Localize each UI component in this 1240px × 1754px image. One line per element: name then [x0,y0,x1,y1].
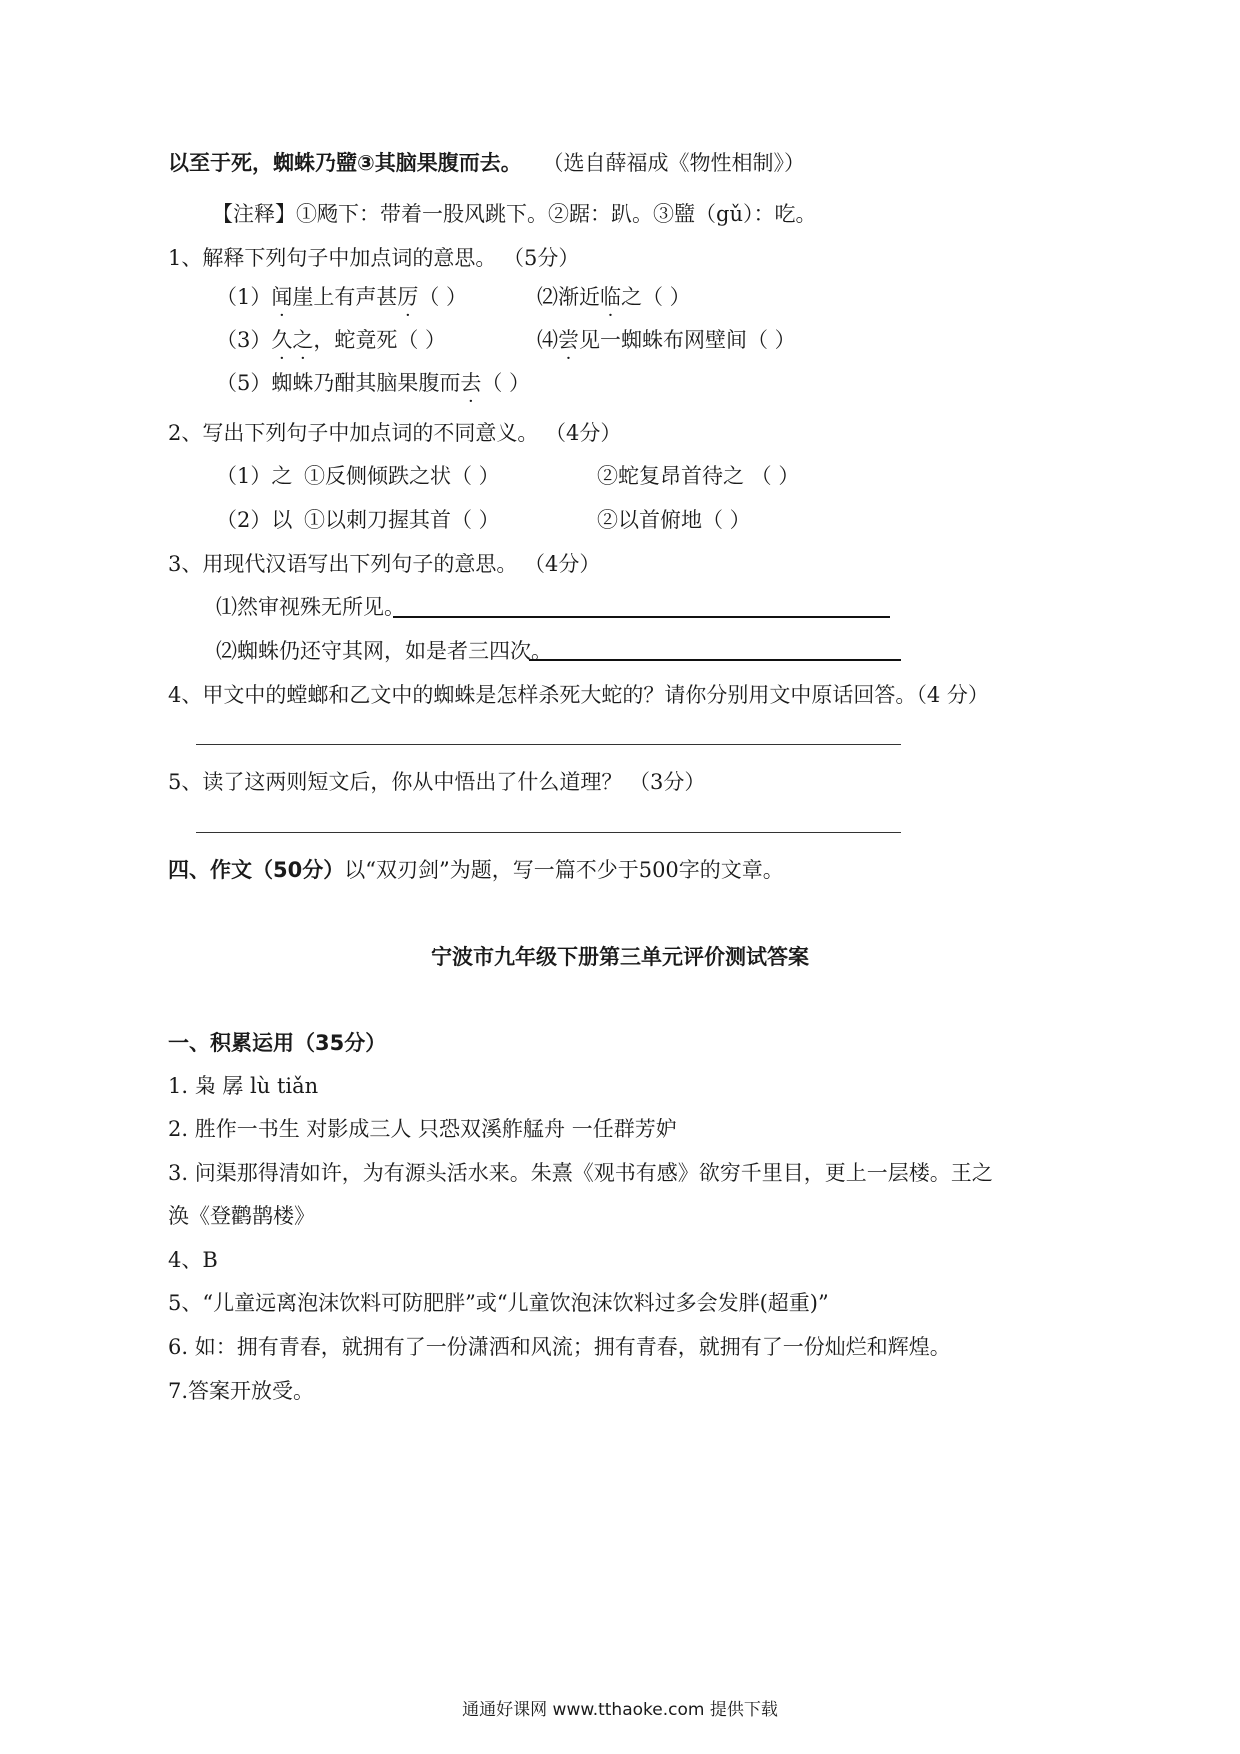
q2-row-1-a[interactable]: ①反侧倾跌之状（ ） [304,464,500,488]
q4-stem: 4、甲文中的螳螂和乙文中的蜘蛛是怎样杀死大蛇的？请你分别用文中原话回答。（4 分） [168,683,989,707]
answer-7: 7.答案开放受。 [168,1379,315,1403]
q1-item-1-blank[interactable]: （ ） [418,285,468,309]
answer-3-line-2: 涣《登鹳鹊楼》 [168,1204,315,1228]
q1-item-1-dotted-2: 厉 [397,285,419,309]
q1-item-4-text: 见一蜘蛛布网壁间 [579,328,747,352]
q5-stem: 5、读了这两则短文后，你从中悟出了什么道理？ （3分） [168,770,706,794]
q4-answer-line[interactable] [196,744,901,745]
q1-item-3-num: （3） [216,328,272,352]
answer-5: 5、“儿童远离泡沫饮料可防肥胖”或“儿童饮泡沫饮料过多会发胖(超重)” [168,1291,829,1315]
answer-3-line-1: 3. 问渠那得清如许，为有源头活水来。朱熹《观书有感》欲穷千里目，更上一层楼。王之 [168,1161,993,1185]
q1-item-1-text: 崖上有声甚 [292,285,398,309]
answers-title: 宁波市九年级下册第三单元评价测试答案 [431,945,809,969]
q1-item-3-blank[interactable]: （ ） [397,328,447,352]
q1-item-1 [216,282,467,312]
q3-stem: 3、用现代汉语写出下列句子的意思。 （4分） [168,552,601,576]
passage-source: （选自薛福成《物性相制》） [542,151,805,175]
q1-item-5-text: （5）蜘蛛乃酣其脑果腹而 [216,371,461,395]
q1-item-5 [216,368,530,398]
q2-stem: 2、写出下列句子中加点词的不同意义。 （4分） [168,421,622,445]
passage-text: 以至于死，蜘蛛乃盬③其脑果腹而去。 [168,151,522,175]
q1-item-5-dotted: 去 [460,371,482,395]
q3-answer-line-2[interactable] [529,659,901,661]
q2-row-2-a[interactable]: ①以刺刀握其首（ ） [304,508,500,532]
q1-item-2 [537,282,691,312]
q5-answer-line[interactable] [196,832,901,833]
essay-heading: 四、作文（50分） [168,858,345,882]
q1-item-1-num: （1） [216,285,272,309]
q1-item-2-text: 之 [621,285,642,309]
notes: 【注释】①飏下：带着一股风跳下。②踞：趴。③盬（gǔ）：吃。 [212,202,817,226]
q1-item-3-dotted: 久 [271,328,293,352]
q1-item-4-num: ⑷ [537,328,558,352]
q1-stem: 1、解释下列句子中加点词的意思。 （5分） [168,246,580,270]
q3-sentence-2: ⑵蜘蛛仍还守其网，如是者三四次。 [216,639,552,663]
q2-row-1-b[interactable]: ②蛇复昂首待之 （ ） [597,464,800,488]
passage-line [168,148,805,178]
q1-item-4-dotted: 尝 [558,328,579,352]
answer-6: 6. 如：拥有青春，就拥有了一份潇洒和风流；拥有青春，就拥有了一份灿烂和辉煌。 [168,1335,951,1359]
q1-item-3-dotted-2: 之 [292,328,314,352]
q2-row-1-label: （1）之 [216,464,293,488]
essay-instruction: 以“双刃剑”为题，写一篇不少于500字的文章。 [344,858,784,882]
q2-row-2-label: （2）以 [216,508,293,532]
q1-item-4 [537,325,796,355]
essay-prompt [168,855,784,885]
q3-answer-line-1[interactable] [393,616,890,618]
answers-section-1: 一、积累运用（35分） [168,1031,387,1055]
q1-item-5-blank[interactable]: （ ） [481,371,531,395]
q2-row-2-b[interactable]: ②以首俯地（ ） [597,508,751,532]
answer-1: 1. 枭 孱 lù tiǎn [168,1074,319,1098]
q1-item-3 [216,325,446,355]
q1-item-4-blank[interactable]: （ ） [747,328,796,352]
q3-sentence-1: ⑴然审视殊无所见。 [216,595,405,619]
q1-item-3-text: ，蛇竟死 [313,328,398,352]
footer-credit: 通通好课网 www.tthaoke.com 提供下载 [462,1700,778,1720]
answer-4: 4、B [168,1248,218,1272]
q1-item-2-blank[interactable]: （ ） [642,285,691,309]
q1-item-1-dotted: 闻 [271,285,293,309]
q1-item-2-dotted: 临 [600,285,621,309]
q1-item-2-num: ⑵渐近 [537,285,600,309]
answer-2: 2. 胜作一书生 对影成三人 只恐双溪舴艋舟 一任群芳妒 [168,1117,677,1141]
